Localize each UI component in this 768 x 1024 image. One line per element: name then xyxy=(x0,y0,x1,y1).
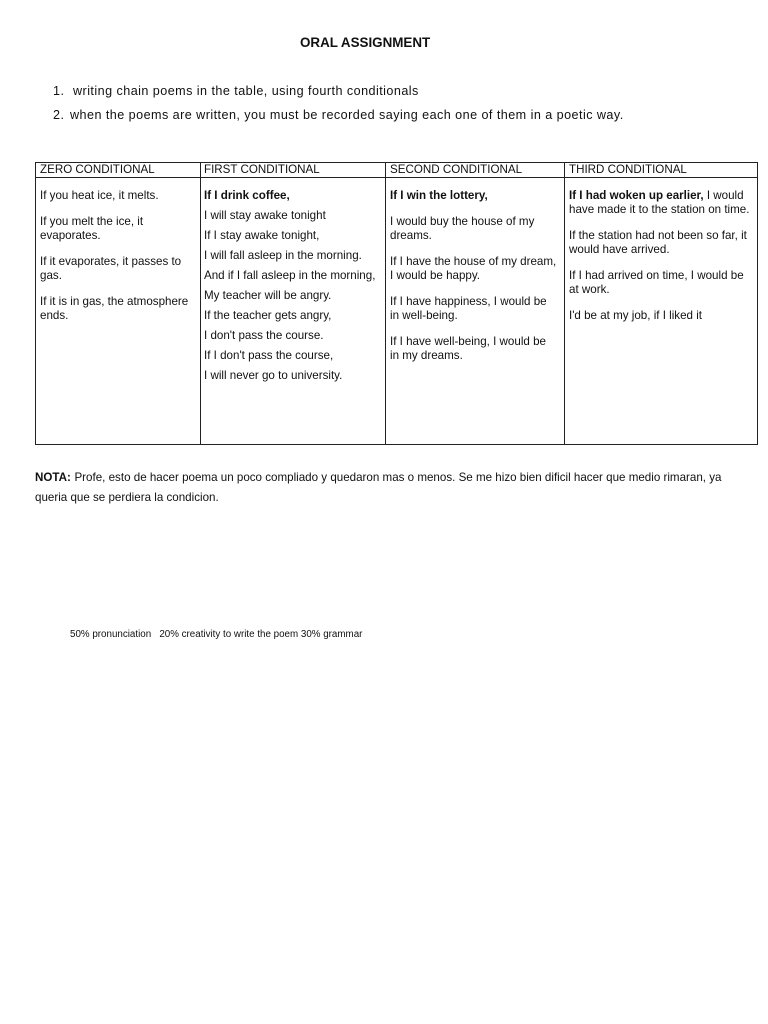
header-first-conditional: FIRST CONDITIONAL xyxy=(204,163,320,176)
column-first-conditional xyxy=(204,186,375,386)
poem-line: If it is in gas, the atmosphere xyxy=(40,295,189,308)
instruction-text: when the poems are written, you must be recorded saying each one of them in a poetic way. xyxy=(70,108,624,122)
header-second-conditional: SECOND CONDITIONAL xyxy=(390,163,523,176)
poem-line: I don't pass the course. xyxy=(204,329,324,342)
poem-paragraph xyxy=(569,189,749,217)
poem-paragraph xyxy=(390,255,556,283)
column-second-conditional xyxy=(390,189,556,375)
poem-line: I will fall asleep in the morning. xyxy=(204,249,362,262)
column-third-conditional xyxy=(569,189,749,335)
poem-lead: If I drink coffee, xyxy=(204,189,290,202)
poem-line: If it evaporates, it passes to xyxy=(40,255,182,268)
poem-line: I would buy the house of my xyxy=(390,215,535,228)
page-title: ORAL ASSIGNMENT xyxy=(300,35,431,50)
poem-lead: If I win the lottery, xyxy=(390,189,488,202)
column-divider xyxy=(564,163,565,444)
poem-line: And if I fall asleep in the morning, xyxy=(204,269,376,282)
poem-line: If I have happiness, I would be xyxy=(390,295,547,308)
poem-line: in my dreams. xyxy=(390,349,463,362)
poem-line: If you melt the ice, it xyxy=(40,215,144,228)
poem-paragraph xyxy=(40,189,188,203)
poem-line: ends. xyxy=(40,309,69,322)
list-number: 2. xyxy=(53,108,65,122)
poem-lead: If I had woken up earlier, xyxy=(569,189,704,202)
poem-line-continuation: I would xyxy=(706,189,744,202)
poem-line xyxy=(569,189,749,203)
poem-line: I would be happy. xyxy=(390,269,481,282)
instruction-text: writing chain poems in the table, using fourth conditionals xyxy=(73,84,419,98)
poem-line: have made it to the station on time. xyxy=(569,203,750,216)
poem-paragraph xyxy=(390,335,556,363)
instruction-item xyxy=(0,107,700,123)
poem-paragraph xyxy=(40,255,188,283)
poem-line: If you heat ice, it melts. xyxy=(40,189,159,202)
note-paragraph xyxy=(35,468,740,508)
poem-line: If I stay awake tonight, xyxy=(204,229,320,242)
header-divider xyxy=(36,177,757,178)
conditionals-table xyxy=(35,162,758,445)
poem-line: If the station had not been so far, it xyxy=(569,229,747,242)
poem-paragraph xyxy=(390,189,556,203)
note-text: Profe, esto de hacer poema un poco compliado y quedaron mas o menos. Se me hizo bien dificil hacer que medio rimaran, ya queria que se perdiera la condicion. xyxy=(35,471,722,504)
poem-paragraph xyxy=(569,229,749,257)
poem-paragraph xyxy=(40,215,188,243)
poem-line: If I had arrived on time, I would be xyxy=(569,269,744,282)
instruction-list xyxy=(0,0,700,130)
column-divider xyxy=(385,163,386,444)
poem-line: If I don't pass the course, xyxy=(204,349,334,362)
poem-paragraph xyxy=(569,269,749,297)
column-zero-conditional xyxy=(40,189,188,335)
poem-line: If the teacher gets angry, xyxy=(204,309,332,322)
note-label: NOTA: xyxy=(35,471,71,484)
instruction-item xyxy=(0,83,700,99)
poem-line: in well-being. xyxy=(390,309,458,322)
poem-paragraph xyxy=(390,215,556,243)
poem-line: gas. xyxy=(40,269,62,282)
poem-line: would have arrived. xyxy=(569,243,670,256)
header-third-conditional: THIRD CONDITIONAL xyxy=(569,163,687,176)
poem-line: dreams. xyxy=(390,229,432,242)
column-divider xyxy=(200,163,201,444)
poem-line: If I have well-being, I would be xyxy=(390,335,546,348)
poem-paragraph xyxy=(390,295,556,323)
poem-paragraph xyxy=(40,295,188,323)
poem-line: My teacher will be angry. xyxy=(204,289,332,302)
poem-line: I will stay awake tonight xyxy=(204,209,326,222)
poem-line: evaporates. xyxy=(40,229,101,242)
poem-line: I will never go to university. xyxy=(204,369,343,382)
poem-line: If I have the house of my dream, xyxy=(390,255,557,268)
poem-line: I'd be at my job, if I liked it xyxy=(569,309,703,322)
poem-paragraph xyxy=(569,309,749,323)
poem-line: at work. xyxy=(569,283,610,296)
list-number: 1. xyxy=(53,84,65,98)
grading-criteria: 50% pronunciation 20% creativity to write the poem 30% grammar xyxy=(70,629,363,640)
header-zero-conditional: ZERO CONDITIONAL xyxy=(40,163,155,176)
